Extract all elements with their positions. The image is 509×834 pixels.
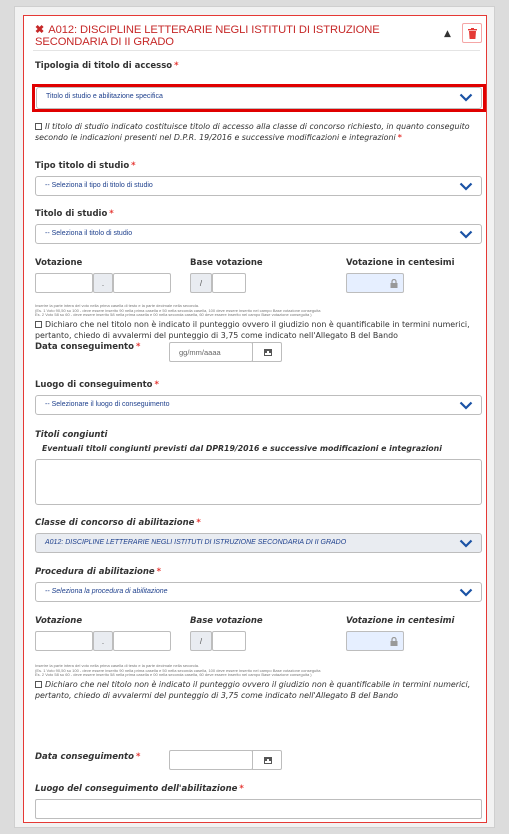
data-abil-input[interactable] <box>169 750 253 770</box>
tipo-titolo-select[interactable] <box>35 176 482 196</box>
procedura-value: -- Seleziona la procedura di abilitazione <box>45 588 168 595</box>
votazione-centesimi-abil-field <box>346 631 404 651</box>
votazione-abil-note: Inserire la parte intera del voto nella prima casella di testo e la parte decimale nella seconda. (Es. 1 Voto 90,50 su 100 - deve essere inserito 90 nella prima casella e 50 nella seconda casella, 100 deve essere inserito nel campo Base votazione conseguita Es. 2 Voto 58 su 60 - deve essere inserito 58 nella prima casella e 00 nella seconda casella, 60 deve essere inserito nel campo Base votazione conseguita ) <box>35 663 321 678</box>
luogo-abil-label: Luogo del conseguimento dell'abilitazione * <box>35 784 244 794</box>
base-votazione-label: Base votazione <box>190 258 263 268</box>
classe-concorso-card <box>23 15 487 823</box>
titolo-select[interactable] <box>35 224 482 244</box>
votazione-label: Votazione <box>35 258 83 268</box>
data-conseguimento-label: Data conseguimento * <box>35 342 141 352</box>
decimal-separator: . <box>93 631 113 651</box>
votazione-abil-declaration: Dichiaro che nel titolo non è indicato il punteggio ovvero il giudizio non è quantificabile in termini numerici, pertanto, chiedo di avvalermi del punteggio di 3,75 come indicato nell'Allegato B del Bando <box>35 680 471 700</box>
votazione-abil-intero-input[interactable] <box>35 631 93 651</box>
trash-icon <box>468 28 477 39</box>
votazione-centesimi-label: Votazione in centesimi <box>346 258 455 268</box>
luogo-label: Luogo di conseguimento * <box>35 380 159 390</box>
lock-icon <box>390 279 398 288</box>
calendar-icon <box>264 756 272 764</box>
decimal-separator: . <box>93 273 113 293</box>
chevron-down-icon <box>459 401 473 410</box>
accesso-select-value: Titolo di studio e abilitazione specifica <box>46 93 163 100</box>
titoli-congiunti-textarea[interactable] <box>35 459 482 505</box>
votazione-centesimi-abil-label: Votazione in centesimi <box>346 616 455 626</box>
votazione-declaration: Dichiaro che nel titolo non è indicato il punteggio ovvero il giudizio non è quantificabile in termini numerici, pertanto, chiedo di avvalermi del punteggio di 3,75 come indicato nell'Allegato B del Bando <box>35 320 470 340</box>
votazione-abil-label: Votazione <box>35 616 83 626</box>
classe-abilitazione-value: A012: DISCIPLINE LETTERARIE NEGLI ISTITUTI DI ISTRUZIONE SECONDARIA DI II GRADO <box>45 539 347 546</box>
procedura-select[interactable] <box>35 582 482 602</box>
votazione-centesimi-field <box>346 273 404 293</box>
close-icon[interactable]: ✖ <box>35 24 45 36</box>
page-frame <box>14 6 495 828</box>
luogo-select[interactable] <box>35 395 482 415</box>
accesso-label: Tipologia di titolo di accesso * <box>35 61 179 71</box>
calendar-button[interactable] <box>252 342 282 362</box>
luogo-value: -- Selezionare il luogo di conseguimento <box>45 401 170 408</box>
collapse-caret-icon[interactable]: ▲ <box>444 29 451 39</box>
data-conseguimento-input[interactable]: gg/mm/aaaa <box>169 342 253 362</box>
tipo-titolo-label: Tipo titolo di studio * <box>35 161 136 171</box>
votazione-checkbox[interactable] <box>35 321 42 328</box>
procedura-label: Procedura di abilitazione * <box>35 567 162 577</box>
classe-abilitazione-select[interactable] <box>35 533 482 553</box>
chevron-down-icon <box>459 93 473 102</box>
votazione-note: Inserire la parte intera del voto nella prima casella di testo e la parte decimale nella seconda. (Es. 1 Voto 90,50 su 100 - deve essere inserito 90 nella prima casella e 50 nella seconda casella, 100 deve essere inserito nel campo Base votazione conseguita Es. 2 Voto 58 su 60 - deve essere inserito 58 nella prima casella e 00 nella seconda casella, 60 deve essere inserito nel campo Base votazione conseguita ) <box>35 303 321 318</box>
base-separator: / <box>190 631 212 651</box>
chevron-down-icon <box>459 230 473 239</box>
votazione-abil-checkbox[interactable] <box>35 681 42 688</box>
chevron-down-icon <box>459 539 473 548</box>
votazione-intero-input[interactable] <box>35 273 93 293</box>
data-abil-label: Data conseguimento * <box>35 752 141 762</box>
base-votazione-input[interactable] <box>212 273 246 293</box>
card-title[interactable] <box>35 24 435 48</box>
accesso-checkbox[interactable] <box>35 123 42 130</box>
accesso-declaration: Il titolo di studio indicato costituisce titolo di accesso alla classe di concorso richiesto, in quanto conseguito secondo le indicazioni presenti nel D.P.R. 19/2016 e successive modificazioni e integrazioni * <box>35 122 470 142</box>
header-divider <box>33 50 480 51</box>
votazione-decimale-input[interactable] <box>113 273 171 293</box>
chevron-down-icon <box>459 588 473 597</box>
titoli-congiunti-sublabel: Eventuali titoli congiunti previsti dal DPR19/2016 e successive modificazioni e integrazioni <box>42 444 442 453</box>
accesso-select[interactable] <box>36 87 482 109</box>
classe-abilitazione-label: Classe di concorso di abilitazione * <box>35 518 201 528</box>
lock-icon <box>390 637 398 646</box>
calendar-icon <box>264 348 272 356</box>
votazione-abil-decimale-input[interactable] <box>113 631 171 651</box>
calendar-button[interactable] <box>252 750 282 770</box>
titolo-value: -- Seleziona il titolo di studio <box>45 230 133 237</box>
base-votazione-abil-label: Base votazione <box>190 616 263 626</box>
delete-button[interactable] <box>462 23 482 43</box>
chevron-down-icon <box>459 182 473 191</box>
titolo-label: Titolo di studio * <box>35 209 114 219</box>
titoli-congiunti-label: Titoli congiunti <box>35 430 108 440</box>
card-title-text: A012: DISCIPLINE LETTERARIE NEGLI ISTITUTI DI ISTRUZIONE SECONDARIA DI II GRADO <box>35 24 380 48</box>
luogo-abil-input[interactable] <box>35 799 482 819</box>
base-separator: / <box>190 273 212 293</box>
tipo-titolo-value: -- Seleziona il tipo di titolo di studio <box>45 182 153 189</box>
base-votazione-abil-input[interactable] <box>212 631 246 651</box>
